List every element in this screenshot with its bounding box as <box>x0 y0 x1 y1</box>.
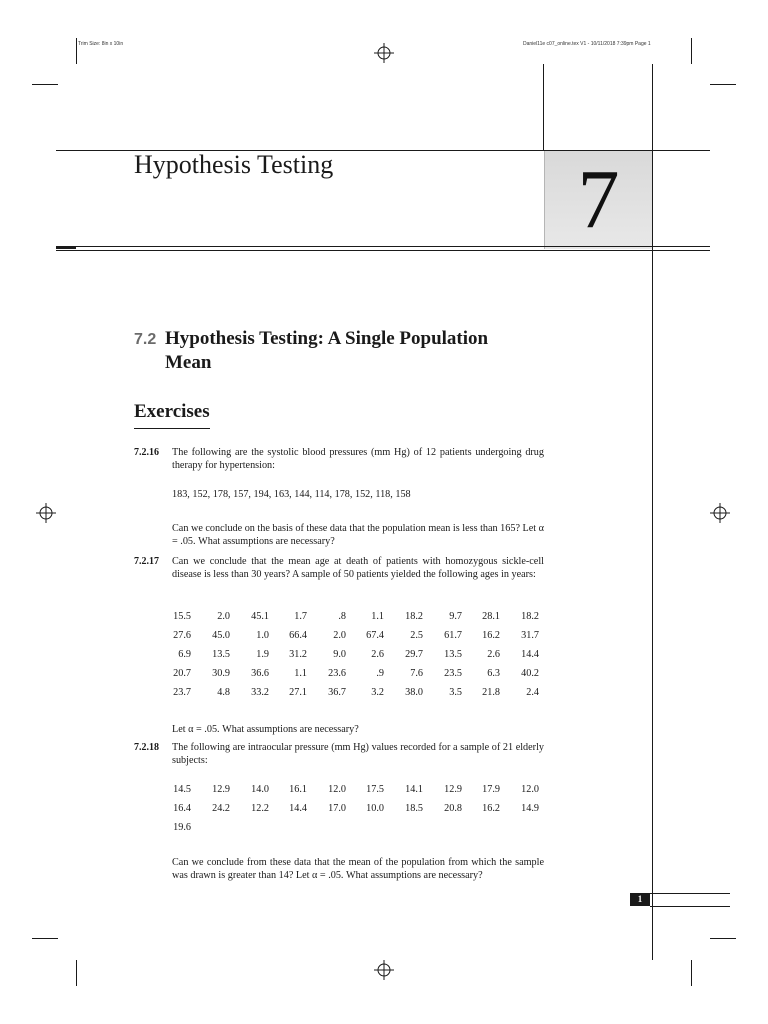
table-cell: 12.9 <box>444 784 462 795</box>
exercise-number: 7.2.16 <box>134 447 159 458</box>
table-cell: 12.0 <box>328 784 346 795</box>
table-cell: 14.4 <box>521 649 539 660</box>
table-cell: 13.5 <box>212 649 230 660</box>
table-cell: 28.1 <box>482 611 500 622</box>
exercise-data-line: 183, 152, 178, 157, 194, 163, 144, 114, 178, 152, 118, 158 <box>172 489 411 500</box>
table-cell: 27.6 <box>173 630 191 641</box>
registration-mark-bottom-icon <box>374 960 394 980</box>
table-cell <box>346 822 384 841</box>
page-number-rule <box>650 906 730 907</box>
table-cell: 4.8 <box>217 687 230 698</box>
table-cell: 38.0 <box>405 687 423 698</box>
table-cell <box>191 822 230 841</box>
table-cell: 1.7 <box>294 611 307 622</box>
table-cell: 10.0 <box>366 803 384 814</box>
table-row <box>172 649 539 668</box>
table-cell: 7.6 <box>410 668 423 679</box>
table-cell <box>307 822 346 841</box>
table-cell <box>500 822 539 841</box>
chapter-bottom-rule-1 <box>56 246 710 247</box>
table-cell: 67.4 <box>366 630 384 641</box>
table-cell: 20.8 <box>444 803 462 814</box>
table-cell: 1.9 <box>256 649 269 660</box>
page-number: 1 <box>630 893 650 906</box>
table-cell: 16.2 <box>482 630 500 641</box>
table-cell: 12.0 <box>521 784 539 795</box>
table-cell: 31.2 <box>289 649 307 660</box>
table-cell <box>230 822 269 841</box>
ages-table <box>172 611 539 706</box>
exercise-number: 7.2.18 <box>134 742 159 753</box>
table-cell: 16.4 <box>173 803 191 814</box>
table-cell: 21.8 <box>482 687 500 698</box>
crop-mark-bottom-right-v <box>691 960 692 986</box>
table-cell: 1.1 <box>371 611 384 622</box>
table-cell: 61.7 <box>444 630 462 641</box>
table-cell: 14.9 <box>521 803 539 814</box>
table-cell: 12.9 <box>212 784 230 795</box>
table-cell: 23.6 <box>328 668 346 679</box>
crop-mark-top-right-v <box>691 38 692 64</box>
section-title: Hypothesis Testing: A Single Population Mean <box>165 328 489 373</box>
table-row <box>172 668 539 687</box>
table-cell: 15.5 <box>173 611 191 622</box>
table-cell: 2.5 <box>410 630 423 641</box>
table-cell: 31.7 <box>521 630 539 641</box>
table-cell: 2.4 <box>526 687 539 698</box>
table-cell: 3.5 <box>449 687 462 698</box>
exercise-text: The following are intraocular pressure (mm Hg) values recorded for a sample of 21 elderly subjects: <box>172 742 544 766</box>
exercise-number: 7.2.17 <box>134 556 159 567</box>
table-cell: 14.0 <box>251 784 269 795</box>
table-cell: 2.6 <box>371 649 384 660</box>
table-cell: 23.5 <box>444 668 462 679</box>
crop-mark-bottom-left-h <box>32 938 58 939</box>
table-cell: .8 <box>338 611 346 622</box>
registration-mark-top-icon <box>374 43 394 63</box>
crop-mark-top-right-h <box>710 84 736 85</box>
table-row <box>172 630 539 649</box>
table-cell: 2.0 <box>333 630 346 641</box>
exercise-question: Can we conclude from these data that the mean of the population from which the sample was drawn is greater than 14? Let α = .05. What assumptions are necessary? <box>172 857 544 881</box>
table-cell: 18.5 <box>405 803 423 814</box>
crop-mark-top-left-v <box>76 38 77 64</box>
registration-mark-right-icon <box>710 503 730 523</box>
table-cell: 14.5 <box>173 784 191 795</box>
crop-mark-bottom-right-h <box>710 938 736 939</box>
table-cell: 33.2 <box>251 687 269 698</box>
section-number: 7.2 <box>134 331 157 348</box>
table-cell: 1.0 <box>256 630 269 641</box>
file-info-label: Daniel11e c07_online.tex V1 - 10/11/2018 7:39pm Page 1 <box>523 41 651 47</box>
table-cell: 27.1 <box>289 687 307 698</box>
table-cell <box>462 822 500 841</box>
table-cell <box>269 822 307 841</box>
table-cell: 1.1 <box>294 668 307 679</box>
table-cell: 2.6 <box>487 649 500 660</box>
page-number-rule-top <box>650 893 730 894</box>
chapter-number: 7 <box>577 153 620 246</box>
table-cell: 36.7 <box>328 687 346 698</box>
table-cell: 29.7 <box>405 649 423 660</box>
exercise-text: Can we conclude that the mean age at death of patients with homozygous sickle-cell disease is less than 30 years? A sample of 50 patients yielded the following ages in years: <box>172 556 544 580</box>
table-cell: 18.2 <box>405 611 423 622</box>
table-cell: 16.2 <box>482 803 500 814</box>
table-cell: 3.2 <box>371 687 384 698</box>
table-cell: 36.6 <box>251 668 269 679</box>
table-cell: 24.2 <box>212 803 230 814</box>
margin-rule-vertical-outer <box>652 64 653 960</box>
registration-mark-left-icon <box>36 503 56 523</box>
table-row <box>172 687 539 706</box>
table-cell: 17.9 <box>482 784 500 795</box>
exercises-heading: Exercises <box>134 401 210 422</box>
table-cell: 14.1 <box>405 784 423 795</box>
table-cell <box>384 822 423 841</box>
exercise-question: Can we conclude on the basis of these data that the population mean is less than 165? Let α = .05. What assumptions are necessary? <box>172 523 544 547</box>
crop-mark-bottom-left-v <box>76 960 77 986</box>
table-cell: 9.7 <box>449 611 462 622</box>
table-cell: 30.9 <box>212 668 230 679</box>
section-heading <box>134 327 534 373</box>
exercise-question: Let α = .05. What assumptions are necessary? <box>172 724 359 735</box>
table-cell: 45.1 <box>251 611 269 622</box>
table-cell: 13.5 <box>444 649 462 660</box>
table-cell: 2.0 <box>217 611 230 622</box>
chapter-bottom-rule-2 <box>56 250 710 251</box>
crop-mark-top-left-h <box>32 84 58 85</box>
table-cell: 12.2 <box>251 803 269 814</box>
table-cell: 14.4 <box>289 803 307 814</box>
table-cell: 19.6 <box>173 822 191 833</box>
intraocular-pressure-table <box>172 784 539 841</box>
table-cell: 40.2 <box>521 668 539 679</box>
table-cell: 17.0 <box>328 803 346 814</box>
table-row <box>172 803 539 822</box>
table-cell: 23.7 <box>173 687 191 698</box>
chapter-number-box <box>544 151 652 249</box>
margin-rule-vertical-inner <box>543 64 544 150</box>
table-row <box>172 611 539 630</box>
table-row <box>172 784 539 803</box>
exercises-underline <box>134 428 210 429</box>
table-cell: .9 <box>376 668 384 679</box>
trim-size-label: Trim Size: 8in x 10in <box>78 41 124 47</box>
table-cell: 66.4 <box>289 630 307 641</box>
table-cell: 18.2 <box>521 611 539 622</box>
table-cell: 45.0 <box>212 630 230 641</box>
table-cell: 9.0 <box>333 649 346 660</box>
table-cell: 17.5 <box>366 784 384 795</box>
table-row <box>172 822 539 841</box>
chapter-title: Hypothesis Testing <box>134 150 334 179</box>
table-cell: 6.3 <box>487 668 500 679</box>
table-cell: 6.9 <box>178 649 191 660</box>
table-cell <box>423 822 462 841</box>
table-cell: 16.1 <box>289 784 307 795</box>
table-cell: 20.7 <box>173 668 191 679</box>
exercise-text: The following are the systolic blood pressures (mm Hg) of 12 patients undergoing drug therapy for hypertension: <box>172 447 544 471</box>
